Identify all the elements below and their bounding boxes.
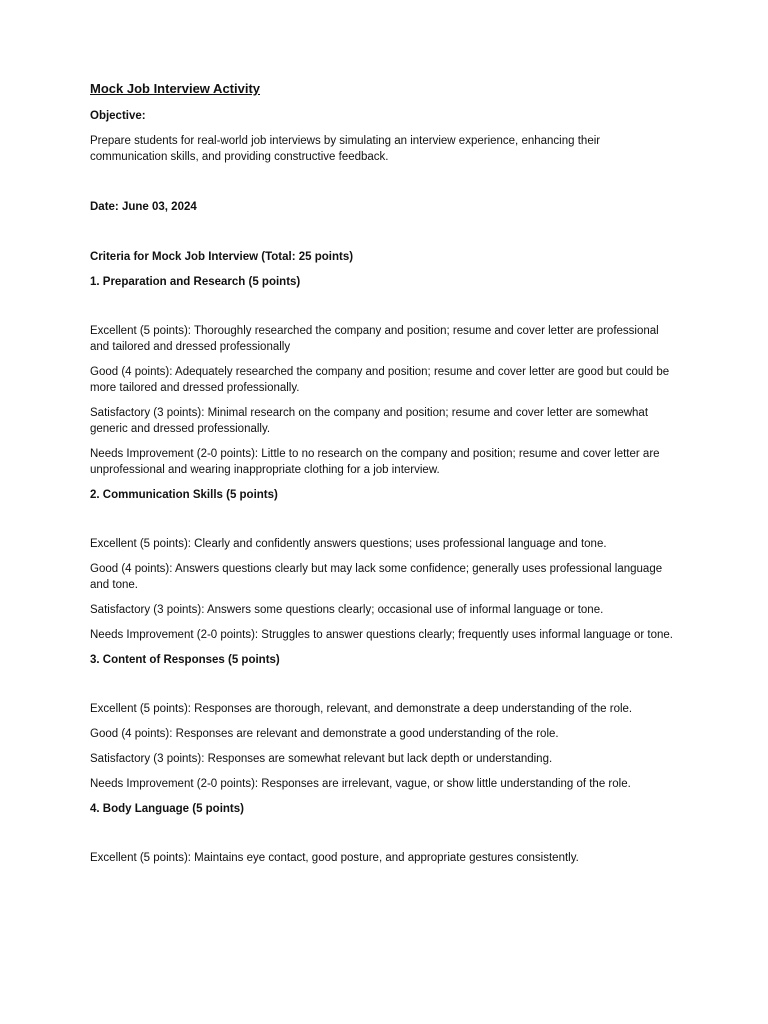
- document-title: Mock Job Interview Activity: [90, 81, 261, 96]
- criteria-item: Needs Improvement (2-0 points): Struggles to answer questions clearly; frequently uses informal language or tone.: [90, 629, 673, 641]
- criteria-item: Excellent (5 points): Thoroughly researched the company and position; resume and cover letter are professional and tailored and dressed professionally: [90, 325, 659, 353]
- criteria-item: Satisfactory (3 points): Responses are somewhat relevant but lack depth or understanding.: [90, 753, 553, 765]
- criteria-item: Needs Improvement (2-0 points): Little to no research on the company and position; resume and cover letter are unprofessional and wearing inappropriate clothing for a job interview.: [90, 448, 660, 476]
- document-content: [90, 80, 680, 875]
- criteria-item: Good (4 points): Answers questions clearly but may lack some confidence; generally uses professional language and tone.: [90, 563, 663, 591]
- objective-text: Prepare students for real-world job interviews by simulating an interview experience, enhancing their communication skills, and providing constructive feedback.: [90, 135, 601, 163]
- criteria-item: Excellent (5 points): Maintains eye contact, good posture, and appropriate gestures consistently.: [90, 852, 579, 864]
- section-heading: 3. Content of Responses (5 points): [90, 654, 280, 666]
- criteria-item: Satisfactory (3 points): Minimal research on the company and position; resume and cover letter are somewhat generic and dressed professionally.: [90, 407, 649, 435]
- criteria-heading: Criteria for Mock Job Interview (Total: 25 points): [90, 251, 354, 263]
- section-heading: 1. Preparation and Research (5 points): [90, 276, 301, 288]
- section-heading: 4. Body Language (5 points): [90, 803, 244, 815]
- section-heading: 2. Communication Skills (5 points): [90, 489, 278, 501]
- criteria-item: Excellent (5 points): Clearly and confidently answers questions; uses professional language and tone.: [90, 538, 607, 550]
- date-line: Date: June 03, 2024: [90, 201, 197, 213]
- criteria-item: Good (4 points): Responses are relevant and demonstrate a good understanding of the role.: [90, 728, 559, 740]
- criteria-item: Satisfactory (3 points): Answers some questions clearly; occasional use of informal language or tone.: [90, 604, 604, 616]
- criteria-item: Excellent (5 points): Responses are thorough, relevant, and demonstrate a deep understanding of the role.: [90, 703, 633, 715]
- objective-label: Objective:: [90, 110, 146, 122]
- criteria-item: Needs Improvement (2-0 points): Responses are irrelevant, vague, or show little understanding of the role.: [90, 778, 631, 790]
- criteria-item: Good (4 points): Adequately researched the company and position; resume and cover letter are good but could be more tailored and dressed professionally.: [90, 366, 670, 394]
